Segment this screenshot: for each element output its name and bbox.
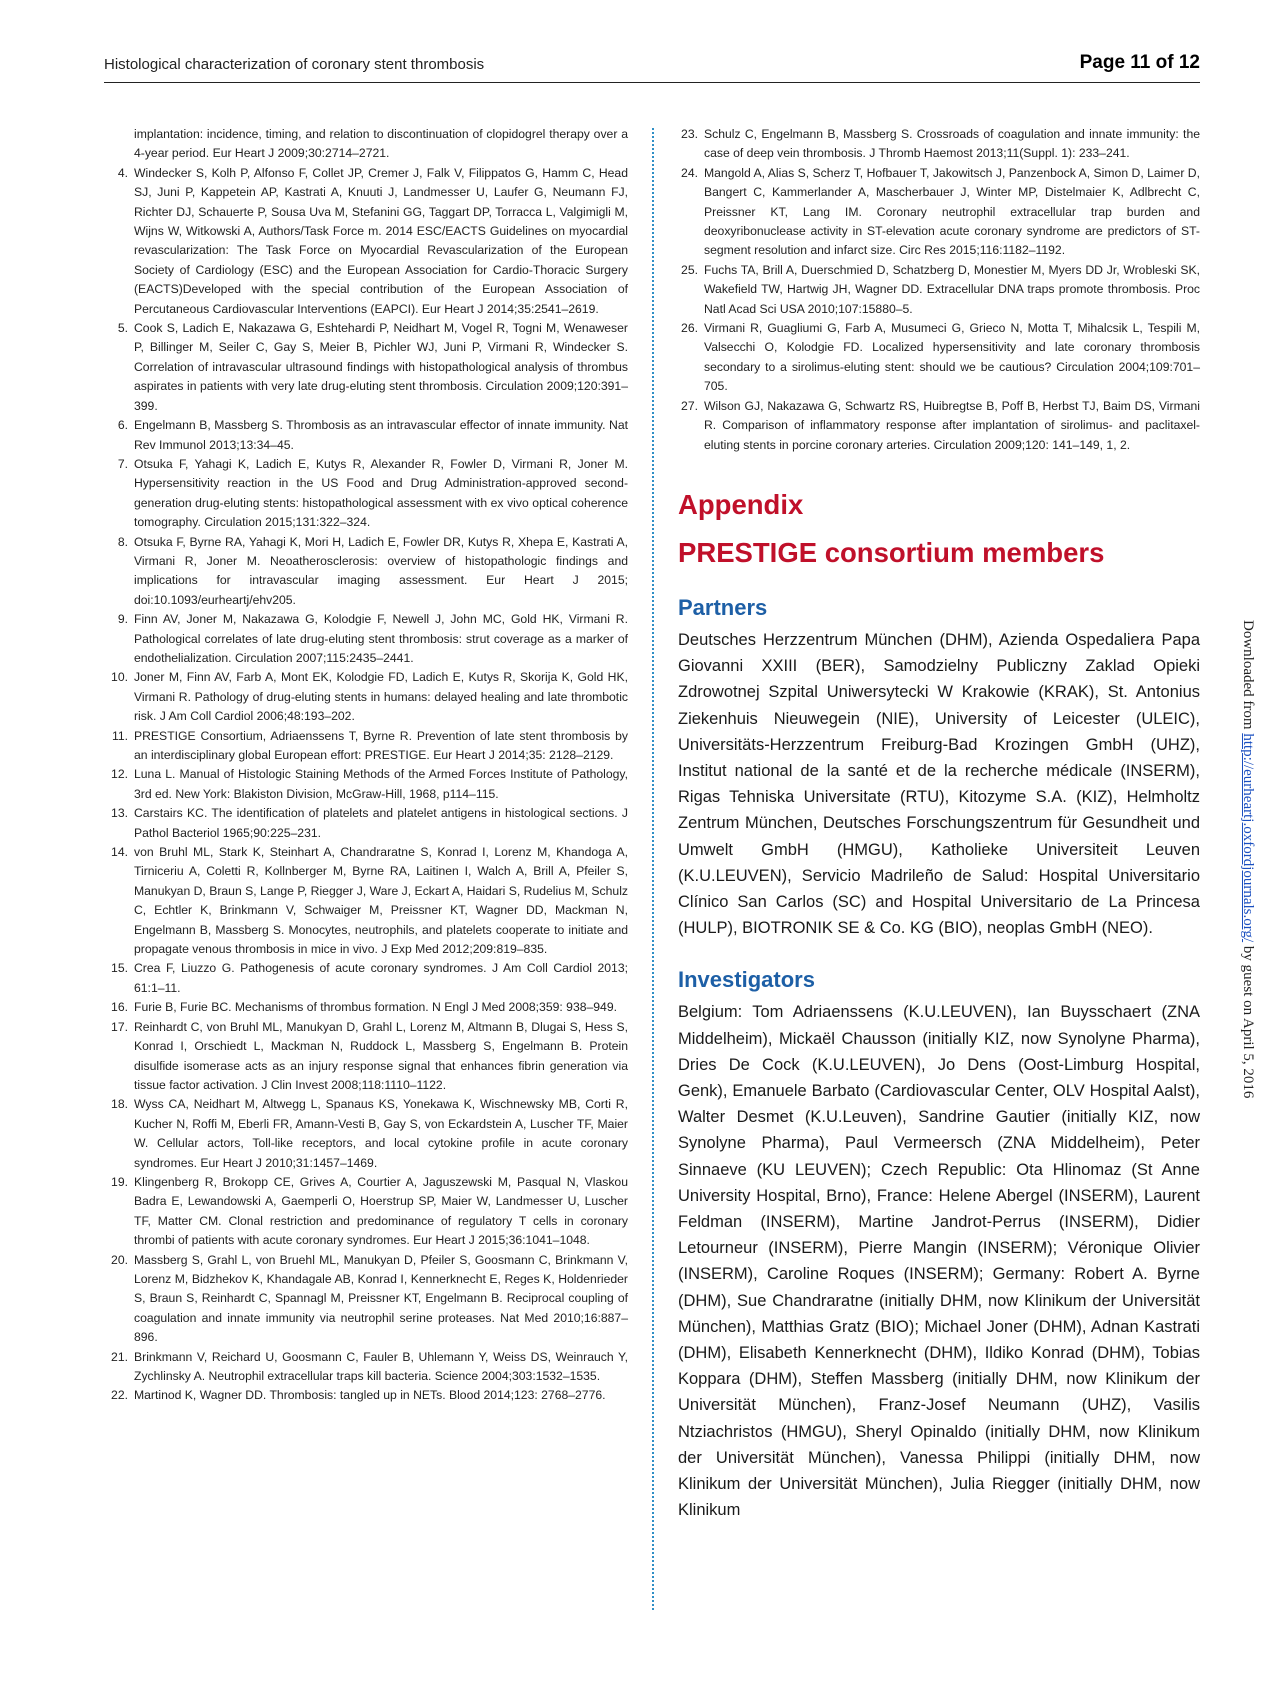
appendix-title-line1: Appendix <box>678 488 804 520</box>
reference-item <box>108 1348 628 1387</box>
partners-text: Deutsches Herzzentrum München (DHM), Azienda Ospedaliera Papa Giovanni XXIII (BER), Samodzielny Publiczny Zaklad Opieki Zdrowotnej Szpital Uniwersytecki W Krakowie (KRAK), St. Antonius Ziekenhuis Nieuwegein (NIE), University of Leicester (ULEIC), Universitäts-Herzzentrum Freiburg-Bad Krozingen GmbH (UHZ), Institut national de la santé et de la recherche médicale (INSERM), Rigas Tehniska Universitate (RTU), Kitozyme S.A. (KIZ), Helmholtz Zentrum München, Deutsches Forschungszentrum für Gesundheit und Umwelt GmbH (HMGU), Katholieke Universiteit Leuven (K.U.LEUVEN), Servicio Madrileño de Salud: Hospital Universitario Clínico San Carlos (SC) and Hospital Universitario de La Princesa (HULP), BIOTRONIK SE & Co. KG (BIO), neoplas GmbH (NEO). <box>678 630 1200 938</box>
reference-text: Crea F, Liuzzo G. Pathogenesis of acute coronary syndromes. J Am Coll Cardiol 2013; 61:1–11. <box>134 961 628 995</box>
reference-text: Otsuka F, Byrne RA, Yahagi K, Mori H, Ladich E, Fowler DR, Kutys R, Xhepa E, Kastrati A, Virmani R, Joner M. Neoatherosclerosis: overview of histopathologic findings and implications for intravascular imaging assessment. Eur Heart J 2015; doi:10.1093/eurheartj/ehv205. <box>134 534 628 607</box>
reference-text: Luna L. Manual of Histologic Staining Methods of the Armed Forces Institute of Pathology, 3rd ed. New York: Blakiston Division, McGraw-Hill, 1968, p114–115. <box>134 767 628 801</box>
reference-number: 24. <box>681 165 698 180</box>
reference-number: 14. <box>111 845 128 860</box>
reference-item <box>108 1386 628 1405</box>
reference-item <box>678 125 1200 164</box>
right-column <box>678 125 1200 1523</box>
investigators-text: Belgium: Tom Adriaenssens (K.U.LEUVEN), Ian Buysschaert (ZNA Middelheim), Mickaël Chausson (initially KIZ, now Synolyne Pharma), Dries De Cock (K.U.LEUVEN), Jo Dens (Oost-Limburg Hospital, Genk), Emanuele Barbato (Cardiovascular Center, OLV Hospital Aalst), Walter Desmet (K.U.Leuven), Sandrine Gautier (initially KIZ, now Synolyne Pharma), Paul Vermeersch (ZNA Middelheim), Peter Sinnaeve (KU LEUVEN); Czech Republic: Ota Hlinomaz (St Anne University Hospital, Brno), France: Helene Abergel (INSERM), Laurent Feldman (INSERM), Martine Jandrot-Perrus (INSERM), Didier Letourneur (INSERM), Pierre Mangin (INSERM); Véronique Olivier (INSERM), Caroline Roques (INSERM); Germany: Robert A. Byrne (DHM), Sue Chandraratne (initially DHM, now Klinikum der Universität München), Matthias Gratz (BIO); Michael Joner (DHM), Adnan Kastrati (DHM), Elisabeth Kennerknecht (DHM), Ildiko Konrad (DHM), Tobias Koppara (DHM), Steffen Massberg (initially DHM, now Klinikum der Universität München), Franz-Josef Neumann (UHZ), Vasilis Ntziachristos (HMGU), Sheryl Opinaldo (initially DHM, now Klinikum der Universität München), Vanessa Philippi (initially DHM, now Klinikum der Universität München), Julia Riegger (initially DHM, now Klinikum <box>678 1003 1200 1520</box>
reference-item <box>108 804 628 843</box>
reference-text: Wyss CA, Neidhart M, Altwegg L, Spanaus KS, Yonekawa K, Wischnewsky MB, Corti R, Kucher N, Roffi M, Eberli FR, Amann-Vesti B, Gay S, von Eckardstein A, Luscher TF, Maier W. Cellular actors, Toll-like receptors, and local cytokine profile in acute coronary syndromes. Eur Heart J 2010;31:1457–1469. <box>134 1097 628 1170</box>
page-header <box>104 52 1200 83</box>
reference-item <box>108 319 628 416</box>
reference-item <box>678 164 1200 261</box>
reference-number: 15. <box>111 961 128 976</box>
appendix-title <box>678 481 1200 577</box>
reference-text: Windecker S, Kolh P, Alfonso F, Collet JP, Cremer J, Falk V, Filippatos G, Hamm C, Head SJ, Juni P, Kappetein AP, Kastrati A, Knuuti J, Landmesser U, Laufer G, Neumann FJ, Richter DJ, Schauerte P, Sousa Uva M, Stefanini GG, Taggart DP, Torracca L, Valgimigli M, Wijns W, Witkowski A, Authors/Task Force m. 2014 ESC/EACTS Guidelines on myocardial revascularization: The Task Force on Myocardial Revascularization of the European Society of Cardiology (ESC) and the European Association for Cardio-Thoracic Surgery (EACTS)Developed with the special contribution of the European Association of Percutaneous Cardiovascular Interventions (EAPCI). Eur Heart J 2014;35:2541–2619. <box>134 165 628 316</box>
reference-item <box>108 455 628 533</box>
reference-item <box>108 959 628 998</box>
reference-number: 10. <box>111 670 128 685</box>
reference-number: 17. <box>111 1019 128 1034</box>
reference-text: Schulz C, Engelmann B, Massberg S. Crossroads of coagulation and innate immunity: the case of deep vein thrombosis. J Thromb Haemost 2013;11(Suppl. 1): 233–241. <box>704 127 1200 161</box>
reference-number: 20. <box>111 1252 128 1267</box>
reference-item <box>108 765 628 804</box>
reference-number: 25. <box>681 262 698 277</box>
reference-number: 11. <box>111 728 128 743</box>
reference-item <box>108 1251 628 1348</box>
reference-number: 6. <box>117 418 128 433</box>
column-divider <box>652 128 654 1610</box>
reference-text: Martinod K, Wagner DD. Thrombosis: tangled up in NETs. Blood 2014;123: 2768–2776. <box>134 1388 606 1403</box>
page-number: Page 11 of 12 <box>1079 52 1200 73</box>
reference-text: Furie B, Furie BC. Mechanisms of thrombus formation. N Engl J Med 2008;359: 938–949. <box>134 1000 617 1015</box>
reference-number: 22. <box>111 1388 128 1403</box>
reference-text: PRESTIGE Consortium, Adriaenssens T, Byrne R. Prevention of late stent thrombosis by an interdisciplinary global European effort: PRESTIGE. Eur Heart J 2014;35: 2128–2129. <box>134 728 628 762</box>
download-notice-text <box>1239 620 1256 1098</box>
reference-item <box>108 125 628 164</box>
partners-heading: Partners <box>678 594 768 620</box>
reference-text: Engelmann B, Massberg S. Thrombosis as an intravascular effector of innate immunity. Nat Rev Immunol 2013;13:34–45. <box>134 418 628 452</box>
reference-number: 9. <box>117 612 128 627</box>
reference-text: Brinkmann V, Reichard U, Goosmann C, Fauler B, Uhlemann Y, Weiss DS, Weinrauch Y, Zychlinsky A. Neutrophil extracellular traps kill bacteria. Science 2004;303:1532–1535. <box>134 1349 628 1383</box>
reference-text: Virmani R, Guagliumi G, Farb A, Musumeci G, Grieco N, Motta T, Mihalcsik L, Tespili M, Valsecchi O, Kolodgie FD. Localized hypersensitivity and late coronary thrombosis secondary to a sirolimus-eluting stent: should we be cautious? Circulation 2004;109:701–705. <box>704 321 1200 394</box>
reference-item <box>108 727 628 766</box>
running-title: Histological characterization of coronary stent thrombosis <box>104 56 485 73</box>
reference-item <box>108 1173 628 1251</box>
reference-number: 19. <box>111 1174 128 1189</box>
reference-list-left <box>108 125 628 1406</box>
reference-number: 23. <box>681 127 698 141</box>
reference-text: Mangold A, Alias S, Scherz T, Hofbauer T, Jakowitsch J, Panzenbock A, Simon D, Laimer D, Bangert C, Kammerlander A, Mascherbauer J, Winter MP, Distelmaier K, Adlbrecht C, Preissner KT, Lang IM. Coronary neutrophil extracellular trap burden and deoxyribonuclease activity in ST-elevation acute coronary syndrome are predictors of ST-segment resolution and infarct size. Circ Res 2015;116:1182–1192. <box>704 165 1200 258</box>
reference-item <box>108 416 628 455</box>
reference-number: 7. <box>117 456 128 471</box>
reference-item <box>678 319 1200 397</box>
download-notice <box>1238 620 1258 1350</box>
reference-number: 18. <box>111 1097 128 1112</box>
investigators-heading: Investigators <box>678 967 815 993</box>
reference-item <box>678 397 1200 455</box>
reference-text: Joner M, Finn AV, Farb A, Mont EK, Kolodgie FD, Ladich E, Kutys R, Skorija K, Gold HK, Virmani R. Pathology of drug-eluting stents in humans: delayed healing and late thrombotic risk. J Am Coll Cardiol 2006;48:193–202. <box>134 670 628 724</box>
reference-text: Finn AV, Joner M, Nakazawa G, Kolodgie F, Newell J, John MC, Gold HK, Virmani R. Pathological correlates of late drug-eluting stent thrombosis: strut coverage as a marker of endothelialization. Circulation 2007;115:2435–2441. <box>134 612 628 665</box>
reference-number: 13. <box>111 806 128 821</box>
reference-number: 21. <box>111 1349 128 1364</box>
download-notice-suffix: by guest on April 5, 2016 <box>1240 942 1256 1099</box>
reference-text: Wilson GJ, Nakazawa G, Schwartz RS, Huibregtse B, Poff B, Herbst TJ, Baim DS, Virmani R. Comparison of inflammatory response after implantation of sirolimus- and paclitaxel-eluting stents in porcine coronary arteries. Circulation 2009;120: 141–149, 1, 2. <box>704 398 1200 452</box>
download-notice-link[interactable]: http://eurheartj.oxfordjournals.org/ <box>1240 733 1256 943</box>
reference-text: implantation: incidence, timing, and relation to discontinuation of clopidogrel therapy over a 4-year period. Eur Heart J 2009;30:2714–2721. <box>134 127 628 161</box>
reference-list-right <box>678 125 1200 455</box>
reference-item <box>108 1018 628 1096</box>
reference-text: Fuchs TA, Brill A, Duerschmied D, Schatzberg D, Monestier M, Myers DD Jr, Wrobleski SK, Wakefield TW, Hartwig JH, Wagner DD. Extracellular DNA traps promote thrombosis. Proc Natl Acad Sci USA 2010;107:15880–5. <box>704 262 1200 316</box>
reference-text: Klingenberg R, Brokopp CE, Grives A, Courtier A, Jaguszewski M, Pasqual N, Vlaskou Badra E, Lewandowski A, Gaemperli O, Hoerstrup SP, Maier W, Landmesser U, Luscher TF, Matter CM. Clonal restriction and predominance of regulatory T cells in coronary thrombi of patients with acute coronary syndromes. Eur Heart J 2015;36:1041–1048. <box>134 1174 628 1248</box>
download-notice-prefix: Downloaded from <box>1240 620 1256 734</box>
reference-item <box>108 843 628 959</box>
reference-item <box>108 164 628 319</box>
reference-text: Massberg S, Grahl L, von Bruehl ML, Manukyan D, Pfeiler S, Goosmann C, Brinkmann V, Lorenz M, Bidzhekov K, Khandagale AB, Konrad I, Kennerknecht E, Reges K, Holdenrieder S, Braun S, Reinhardt C, Spannagl M, Preissner KT, Engelmann B. Reciprocal coupling of coagulation and innate immunity via neutrophil serine proteases. Nat Med 2010;16:887–896. <box>134 1252 628 1345</box>
reference-item <box>108 1095 628 1173</box>
reference-number: 4. <box>117 165 128 180</box>
reference-number: 26. <box>681 321 698 336</box>
reference-item <box>108 668 628 726</box>
reference-number: 8. <box>117 534 128 549</box>
reference-text: Reinhardt C, von Bruhl ML, Manukyan D, Grahl L, Lorenz M, Altmann B, Dlugai S, Hess S, Konrad I, Orschiedt L, Mackman N, Ruddock L, Massberg S, Engelmann B. Protein disulfide isomerase acts as an injury response signal that enhances fibrin generation via tissue factor activation. J Clin Invest 2008;118:1110–1122. <box>134 1019 628 1092</box>
reference-item <box>108 610 628 668</box>
reference-item <box>108 533 628 611</box>
reference-text: Cook S, Ladich E, Nakazawa G, Eshtehardi P, Neidhart M, Vogel R, Togni M, Wenaweser P, Billinger M, Seiler C, Gay S, Meier B, Pichler WJ, Juni P, Virmani R, Windecker S. Correlation of intravascular ultrasound findings with histopathological analysis of thrombus aspirates in patients with very late drug-eluting stent thrombosis. Circulation 2009;120:391–399. <box>134 321 628 413</box>
reference-text: von Bruhl ML, Stark K, Steinhart A, Chandraratne S, Konrad I, Lorenz M, Khandoga A, Tirniceriu A, Coletti R, Kollnberger M, Byrne RA, Laitinen I, Walch A, Brill A, Pfeiler S, Manukyan D, Braun S, Lange P, Riegger J, Ware J, Eckart A, Haidari S, Rudelius M, Schulz C, Echtler K, Brinkmann V, Schwaiger M, Preissner KT, Wagner DD, Mackman N, Engelmann B, Massberg S. Monocytes, neutrophils, and platelets cooperate to initiate and propagate venous thrombosis in mice in vivo. J Exp Med 2012;209:819–835. <box>134 845 628 957</box>
reference-number: 27. <box>681 398 698 413</box>
reference-item <box>678 261 1200 319</box>
reference-item <box>108 998 628 1017</box>
reference-number: 5. <box>117 321 128 336</box>
appendix-title-line2: PRESTIGE consortium members <box>678 536 1105 568</box>
reference-number: 16. <box>111 1000 128 1015</box>
reference-text: Carstairs KC. The identification of platelets and platelet antigens in histological sections. J Pathol Bacteriol 1965;90:225–231. <box>134 806 628 840</box>
reference-number: 12. <box>111 767 128 782</box>
left-column-references <box>108 125 628 1406</box>
reference-text: Otsuka F, Yahagi K, Ladich E, Kutys R, Alexander R, Fowler D, Virmani R, Joner M. Hypersensitivity reaction in the US Food and Drug Administration-approved second-generation drug-eluting stents: histopathological assessment with ex vivo optical coherence tomography. Circulation 2015;131:322–324. <box>134 456 628 530</box>
